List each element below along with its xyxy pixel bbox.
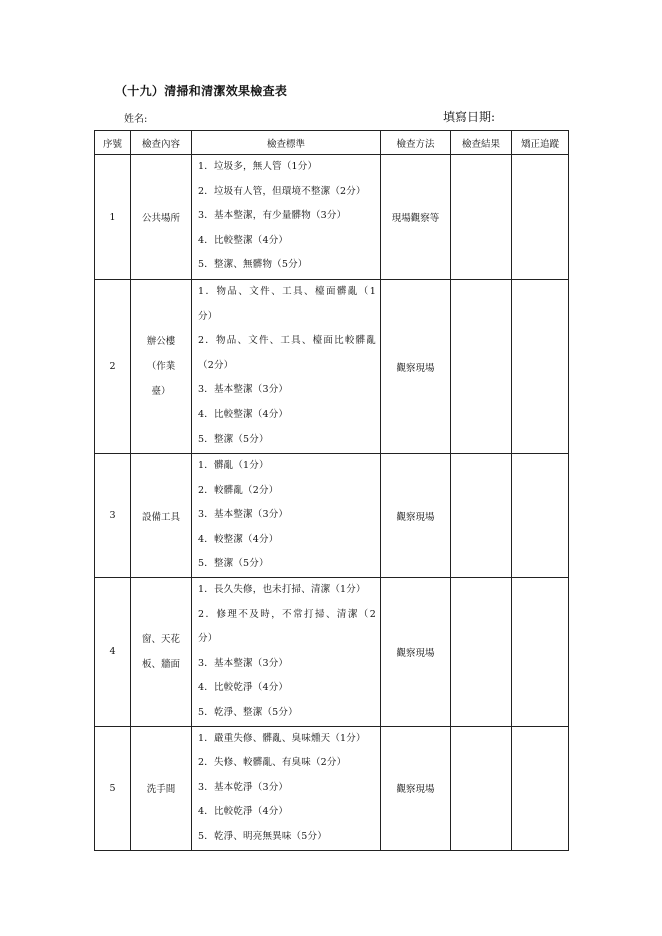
- standard-line: 1．嚴重失修、髒亂、臭味燻天（1分）: [198, 732, 366, 744]
- standard-line: 4．比較整潔（4分）: [198, 408, 289, 420]
- standard-line: 4．比較乾淨（4分）: [198, 806, 289, 818]
- standard-line: 2．物品、文件、工具、檯面比較髒亂: [198, 335, 376, 347]
- content-line: 板、牆面: [141, 658, 180, 670]
- page-title: （十九）清掃和清潔效果檢查表: [115, 84, 288, 98]
- followup-cell[interactable]: [512, 578, 569, 727]
- standard-line: 4．比較整潔（4分）: [198, 234, 289, 246]
- row-number: 4: [95, 578, 131, 727]
- standard-line: 2．垃圾有人管，但環境不整潔（2分）: [198, 185, 366, 197]
- standard-line: 3．基本整潔，有少量髒物（3分）: [198, 210, 347, 222]
- standard-line: 1．長久失修，也未打掃、清潔（1分）: [198, 584, 366, 595]
- standard-line: 3．基本整潔（3分）: [198, 657, 289, 669]
- standard-line: 3．基本乾淨（3分）: [198, 781, 289, 793]
- table-row: [95, 578, 569, 727]
- content-line: 臺）: [151, 386, 171, 397]
- check-result-cell[interactable]: [451, 280, 512, 454]
- header-standard: 檢查標準: [192, 131, 381, 155]
- row-number: 2: [95, 280, 131, 454]
- table-row: [95, 454, 569, 578]
- standard-line: 5．乾淨、明亮無異味（5分）: [198, 830, 327, 842]
- row-number: 1: [95, 155, 131, 280]
- header-result: 檢查結果: [451, 131, 512, 155]
- date-label: 填寫日期:: [443, 110, 496, 124]
- check-content: 洗手間: [131, 726, 192, 850]
- header-no: 序號: [95, 131, 131, 155]
- name-label: 姓名:: [124, 114, 148, 125]
- content-line: 辦公樓: [146, 336, 176, 347]
- standard-line: 5．整潔、無髒物（5分）: [198, 259, 308, 271]
- table-header-row: [95, 131, 569, 155]
- standard-line: 4．較整潔（4分）: [198, 533, 279, 545]
- table-row: [95, 726, 569, 850]
- standard-line: 5．整潔（5分）: [198, 433, 269, 445]
- standard-line: 分）: [198, 310, 218, 322]
- followup-cell[interactable]: [512, 454, 569, 578]
- standard-line: 2．修理不及時，不常打掃、清潔（2: [198, 608, 376, 620]
- check-standard: [192, 280, 381, 454]
- check-method: 觀察現場: [381, 280, 451, 454]
- header-content: 檢查內容: [131, 131, 192, 155]
- standard-line: 5．乾淨、整潔（5分）: [198, 706, 298, 718]
- standard-line: 2．失修、較髒亂、有臭味（2分）: [198, 757, 347, 769]
- check-content: [131, 578, 192, 727]
- check-content: 設備工具: [131, 454, 192, 578]
- check-result-cell[interactable]: [451, 155, 512, 280]
- standard-line: 1．垃圾多，無人管（1分）: [198, 161, 318, 172]
- header-followup: 矯正追蹤: [512, 131, 569, 155]
- table-row: [95, 155, 569, 280]
- row-number: 3: [95, 454, 131, 578]
- standard-line: 5．整潔（5分）: [198, 558, 269, 570]
- check-result-cell[interactable]: [451, 454, 512, 578]
- check-method: 觀察現場: [381, 454, 451, 578]
- standard-line: 3．基本整潔（3分）: [198, 509, 289, 521]
- followup-cell[interactable]: [512, 726, 569, 850]
- check-result-cell[interactable]: [451, 578, 512, 727]
- check-content: 公共場所: [131, 155, 192, 280]
- followup-cell[interactable]: [512, 280, 569, 454]
- standard-line: 4．比較乾淨（4分）: [198, 682, 289, 694]
- content-line: （作業: [146, 361, 176, 372]
- check-standard: [192, 726, 381, 850]
- standard-line: 1．髒亂（1分）: [198, 460, 269, 471]
- check-content: [131, 280, 192, 454]
- check-standard: [192, 155, 381, 280]
- standard-line: 3．基本整潔（3分）: [198, 384, 289, 396]
- table-row: [95, 280, 569, 454]
- inspection-table: [94, 130, 569, 851]
- check-standard: [192, 454, 381, 578]
- check-result-cell[interactable]: [451, 726, 512, 850]
- standard-line: 分）: [198, 633, 218, 645]
- header-method: 檢查方法: [381, 131, 451, 155]
- check-method: 現場觀察等: [381, 155, 451, 280]
- standard-line: 1．物品、文件、工具、檯面髒亂（1: [198, 286, 376, 297]
- check-method: 觀察現場: [381, 726, 451, 850]
- content-line: 窗、天花: [141, 633, 180, 645]
- standard-line: 2．較髒亂（2分）: [198, 484, 279, 496]
- check-method: 觀察現場: [381, 578, 451, 727]
- row-number: 5: [95, 726, 131, 850]
- check-standard: [192, 578, 381, 727]
- followup-cell[interactable]: [512, 155, 569, 280]
- standard-line: （2分）: [198, 359, 234, 371]
